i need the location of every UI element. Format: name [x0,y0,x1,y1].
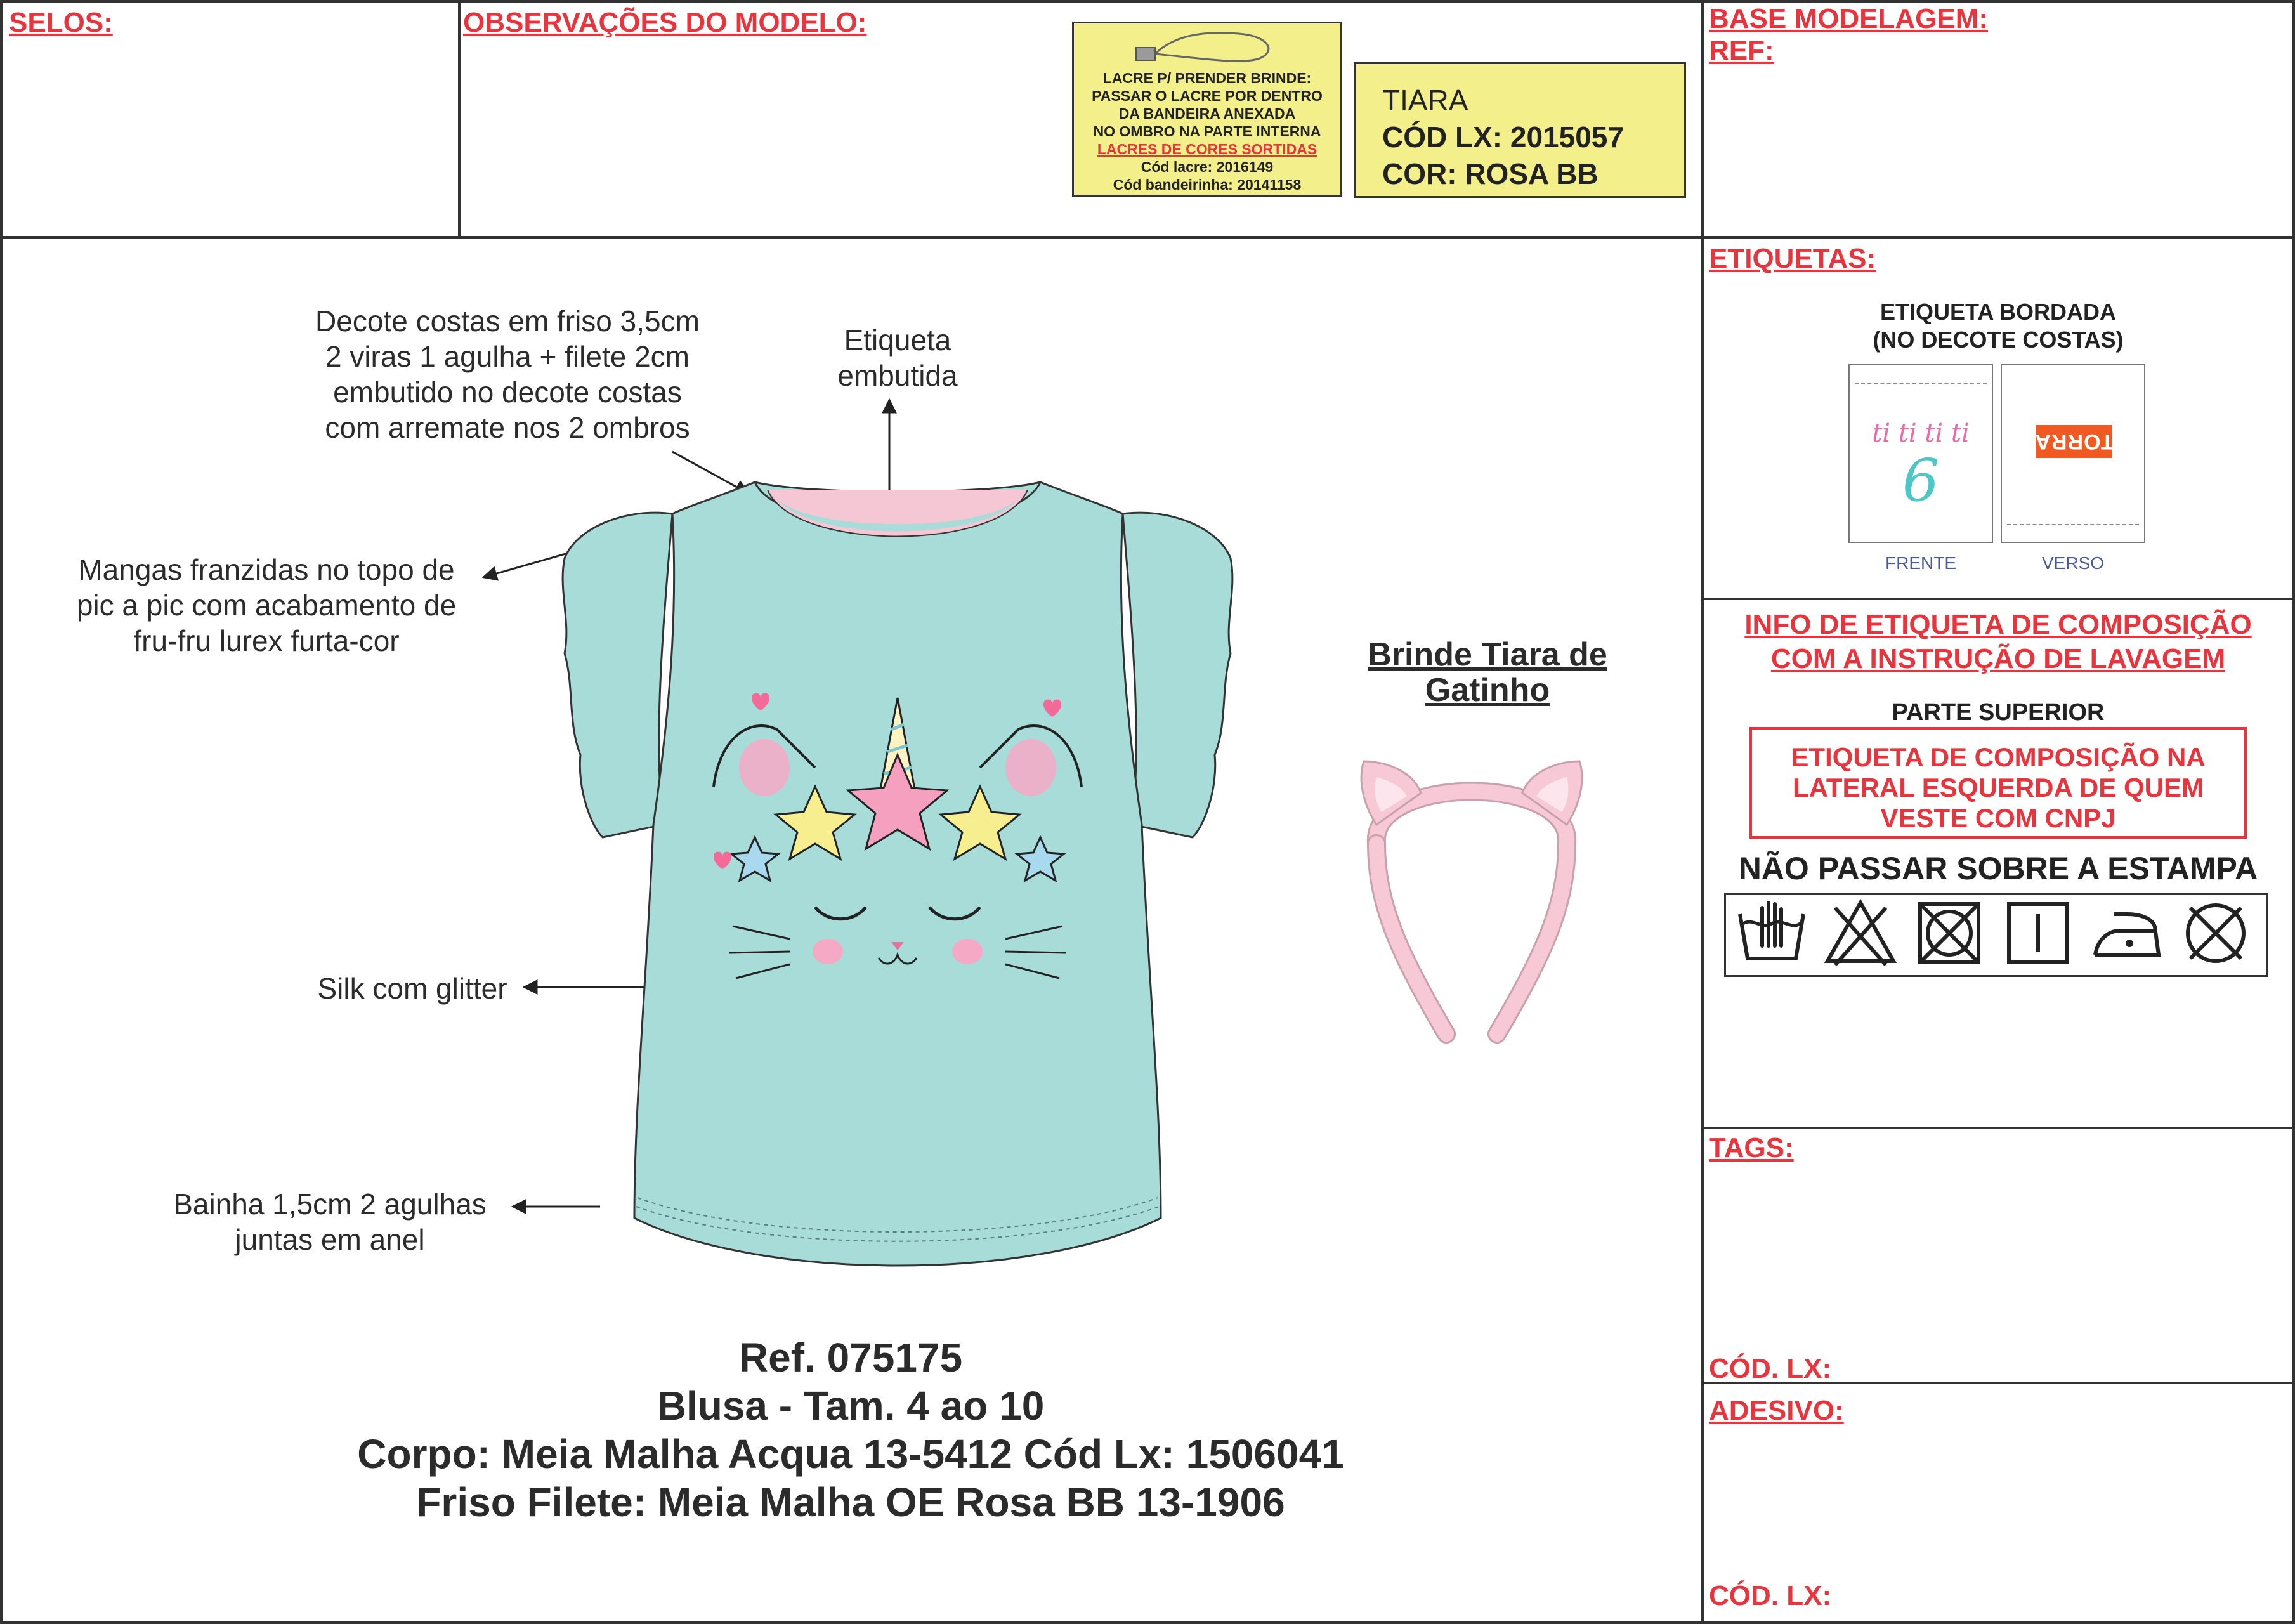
frente-brand-text: ti ti ti ti [1872,419,1970,448]
etiqueta-frente-label [1848,364,1993,543]
brinde-title: Brinde Tiara de Gatinho [1368,636,1607,709]
lacre-highlight: LACRES DE CORES SORTIDAS [1097,141,1318,157]
hand-wash-icon [1734,895,1810,971]
tags-cod-lx: CÓD. LX: [1709,1353,1832,1384]
mangas-annotation: Mangas franzidas no topo de pic a pic com acabamento de fru-fru lurex furta-cor [76,553,457,657]
product-friso: Friso Filete: Meia Malha OE Rosa BB 13-1906 [416,1479,1285,1525]
etiquetas-header: ETIQUETAS: [1709,243,1876,274]
tiara-cor: COR: ROSA BB [1382,157,1599,190]
ref-header: REF: [1709,35,1774,66]
tags-header: TAGS: [1709,1132,1794,1163]
product-ref: Ref. 075175 [738,1335,963,1380]
tiara-cod: CÓD LX: 2015057 [1382,121,1624,154]
selos-header: SELOS: [9,7,113,38]
observacoes-header: OBSERVAÇÕES DO MODELO: [463,7,867,38]
etiqueta-embutida-annotation: Etiqueta embutida [837,324,958,392]
no-dry-clean-icon [2178,895,2254,971]
info-composicao-header: INFO DE ETIQUETA DE COMPOSIÇÃO COM A INSTRUÇÃO DE LAVAGEM [1744,609,2252,674]
cell-tags [1701,1127,2295,1384]
etiqueta-verso-label [2001,364,2145,543]
adesivo-cod-lx: CÓD. LX: [1709,1580,1832,1611]
etiqueta-bordada-title: ETIQUETA BORDADA (NO DECOTE COSTAS) [1873,299,2124,353]
lacre-line-3: DA BANDEIRA ANEXADA [1118,105,1296,122]
wash-icons-row [1724,893,2268,977]
verso-caption: VERSO [2041,553,2105,573]
frente-size-number: 6 [1902,447,1940,514]
lacre-cod: Cód lacre: 2016149 [1141,159,1274,175]
tshirt-illustration [552,469,1243,1294]
torra-logo: TORRA [2036,425,2112,458]
composicao-red-box: ETIQUETA DE COMPOSIÇÃO NA LATERAL ESQUERDA DE QUEM VESTE COM CNPJ [1749,727,2247,839]
bainha-annotation: Bainha 1,5cm 2 agulhas juntas em anel [173,1188,487,1256]
cell-etiquetas [1701,236,2295,600]
lacre-line-2: PASSAR O LACRE POR DENTRO [1092,88,1323,104]
bandeirinha-cod: Cód bandeirinha: 20141158 [1113,176,1302,193]
no-bleach-icon [1822,895,1899,971]
decote-annotation: Decote costas em friso 3,5cm 2 viras 1 agulha + filete 2cm embutido no decote costas com arremate nos 2 ombros [315,304,700,444]
product-blusa: Blusa - Tam. 4 ao 10 [657,1383,1045,1429]
cat-ear-headband-illustration [1351,749,1592,1047]
nao-passar-warning: NÃO PASSAR SOBRE A ESTAMPA [1738,851,2258,886]
parte-superior-label: PARTE SUPERIOR [1892,699,2105,726]
no-tumble-dry-icon [1911,895,1987,971]
product-corpo: Corpo: Meia Malha Acqua 13-5412 Cód Lx: 1506041 [357,1431,1344,1477]
frente-caption: FRENTE [1885,553,1956,573]
iron-low-icon [2089,895,2165,971]
base-modelagem-header: BASE MODELAGEM: [1709,3,1988,34]
lacre-line-1: LACRE P/ PRENDER BRINDE: [1102,70,1312,86]
line-dry-icon [2000,895,2076,971]
adesivo-header: ADESIVO: [1709,1395,1844,1426]
lacre-line-4: NO OMBRO NA PARTE INTERNA [1093,123,1321,140]
silk-annotation: Silk com glitter [317,972,507,1005]
tiara-name: TIARA [1382,84,1468,117]
